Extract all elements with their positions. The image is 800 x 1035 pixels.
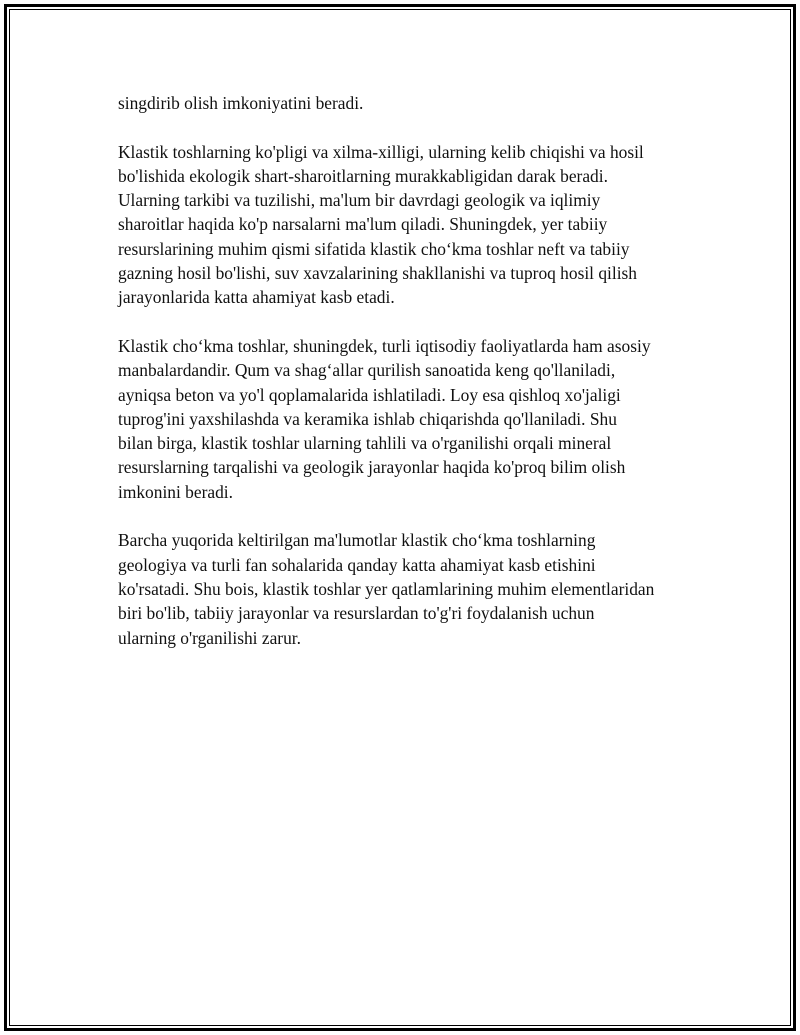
text-line: resurslarining muhim qismi sifatida klastik cho‘kma toshlar neft va tabiiy — [118, 238, 630, 259]
text-line: ayniqsa beton va yo'l qoplamalarida ishlatiladi. Loy esa qishloq xo'jaligi — [118, 384, 621, 405]
document-body — [118, 91, 698, 674]
paragraph-2 — [118, 140, 698, 310]
text-line: gazning hosil bo'lishi, suv xavzalarining shakllanishi va tuproq hosil qilish — [118, 263, 638, 284]
text-line: Klastik cho‘kma toshlar, shuningdek, turli iqtisodiy faoliyatlarda ham asosiy — [118, 335, 651, 356]
text-line: singdirib olish imkoniyatini beradi. — [118, 93, 364, 113]
text-line: biri bo'lib, tabiiy jarayonlar va resurslardan to'g'ri foydalanish uchun — [118, 603, 595, 624]
text-line: ko'rsatadi. Shu bois, klastik toshlar yer qatlamlarining muhim elementlaridan — [118, 578, 655, 599]
text-line: bo'lishida ekologik shart-sharoitlarning murakkabligidan darak beradi. — [118, 165, 608, 186]
text-line: resurslarning tarqalishi va geologik jarayonlar haqida ko'proq bilim olish — [118, 457, 626, 478]
text-line: geologiya va turli fan sohalarida qanday katta ahamiyat kasb etishini — [118, 554, 596, 575]
text-line: sharoitlar haqida ko'p narsalarni ma'lum qiladi. Shuningdek, yer tabiiy — [118, 214, 608, 235]
text-line: imkonini beradi. — [118, 481, 233, 502]
text-line: ularning o'rganilishi zarur. — [118, 627, 301, 648]
text-line: Klastik toshlarning ko'pligi va xilma-xilligi, ularning kelib chiqishi va hosil — [118, 141, 644, 162]
text-line: jarayonlarida katta ahamiyat kasb etadi. — [118, 287, 395, 308]
paragraph-3 — [118, 334, 698, 504]
paragraph-1 — [118, 91, 698, 115]
text-line: Barcha yuqorida keltirilgan ma'lumotlar klastik cho‘kma toshlarning — [118, 530, 596, 551]
paragraph-4 — [118, 528, 698, 649]
text-line: tuprog'ini yaxshilashda va keramika ishlab chiqarishda qo'llaniladi. Shu — [118, 408, 617, 429]
text-line: manbalardandir. Qum va shag‘allar qurilish sanoatida keng qo'llaniladi, — [118, 360, 616, 381]
text-line: Ularning tarkibi va tuzilishi, ma'lum bir davrdagi geologik va iqlimiy — [118, 190, 601, 211]
text-line: bilan birga, klastik toshlar ularning tahlili va o'rganilishi orqali mineral — [118, 433, 612, 454]
